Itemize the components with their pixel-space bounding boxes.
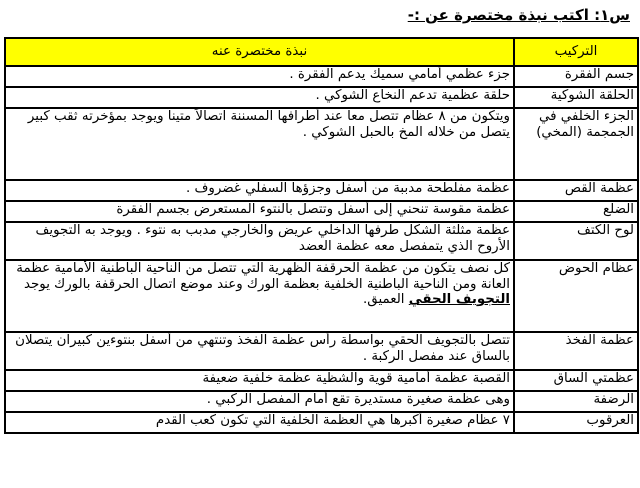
- row-description: تتصل بالتجويف الحقي بواسطة رأس عظمة الفخذ وتنتهي من أسفل بنتوءين كبيران يتصلان بالساق عند مفصل الركبة .: [5, 332, 514, 370]
- header-term: التركيب: [514, 38, 638, 66]
- row-term: عظمة القص: [514, 180, 638, 201]
- row-term: الجزء الخلفي في الجمجمة (المخي): [514, 108, 638, 180]
- row-description: ٧ عظام صغيرة أكبرها هي العظمة الخلفية التي تكون كعب القدم: [5, 412, 514, 433]
- row-description: عظمة مثلثة الشكل طرفها الداخلي عريض والخارجي مدبب به نتوء . ويوجد به التجويف الأروح الذي يتمفصل معه عظمة العضد: [5, 222, 514, 260]
- table-header-row: [5, 38, 638, 66]
- table-row: [5, 370, 638, 391]
- row-term: عظام الحوض: [514, 260, 638, 332]
- table-row: [5, 332, 638, 370]
- row-term: الرضفة: [514, 391, 638, 412]
- table-row: [5, 87, 638, 108]
- question-title: س١: اكتب نبذة مختصرة عن :-: [407, 6, 630, 24]
- row-description: ويتكون من ٨ عظام تتصل معا عند أطرافها المسننة اتصالاً متيناً ويوجد بمؤخرته ثقب كبير يتصل من خلاله المخ بالحبل الشوكي .: [5, 108, 514, 180]
- table-row: [5, 391, 638, 412]
- bones-table: [4, 37, 639, 434]
- row-description: جزء عظمي أمامي سميك يدعم الفقرة .: [5, 66, 514, 87]
- row-description: [5, 260, 514, 332]
- table-row: [5, 260, 638, 332]
- row-description: حلقة عظمية تدعم النخاع الشوكي .: [5, 87, 514, 108]
- row-term: العرقوب: [514, 412, 638, 433]
- row-description: وهى عظمة صغيرة مستديرة تقع أمام المفصل الركبي .: [5, 391, 514, 412]
- row-term: الضلع: [514, 201, 638, 222]
- description-end: العميق.: [363, 292, 405, 308]
- row-term: الحلقة الشوكية: [514, 87, 638, 108]
- row-description: القصبة عظمة أمامية قوية والشظية عظمة خلفية ضعيفة: [5, 370, 514, 391]
- row-description: عظمة مفلطحة مدببة من أسفل وجزؤها السفلي غضروف .: [5, 180, 514, 201]
- row-term: عظمة الفخذ: [514, 332, 638, 370]
- row-term: جسم الفقرة: [514, 66, 638, 87]
- table-row: [5, 66, 638, 87]
- acetabulum-term: التجويف الحقي: [408, 292, 510, 308]
- row-term: لوح الكتف: [514, 222, 638, 260]
- table-row: [5, 222, 638, 260]
- table-row: [5, 180, 638, 201]
- description-text: كل نصف يتكون من عظمة الحرقفة الظهرية التي تتصل من الناحية الباطنية الأمامية عظمة العانة ومن الناحية الباطنية الخلفية بعظمة الورك وعند موضع اتصال الحرقفة بالورك يوجد: [16, 261, 510, 292]
- table-row: [5, 201, 638, 222]
- row-description: عظمة مقوسة تنحني إلى أسفل وتتصل بالنتوء المستعرض بجسم الفقرة: [5, 201, 514, 222]
- row-term: عظمتي الساق: [514, 370, 638, 391]
- header-description: نبذة مختصرة عنه: [5, 38, 514, 66]
- table-row: [5, 108, 638, 180]
- table-row: [5, 412, 638, 433]
